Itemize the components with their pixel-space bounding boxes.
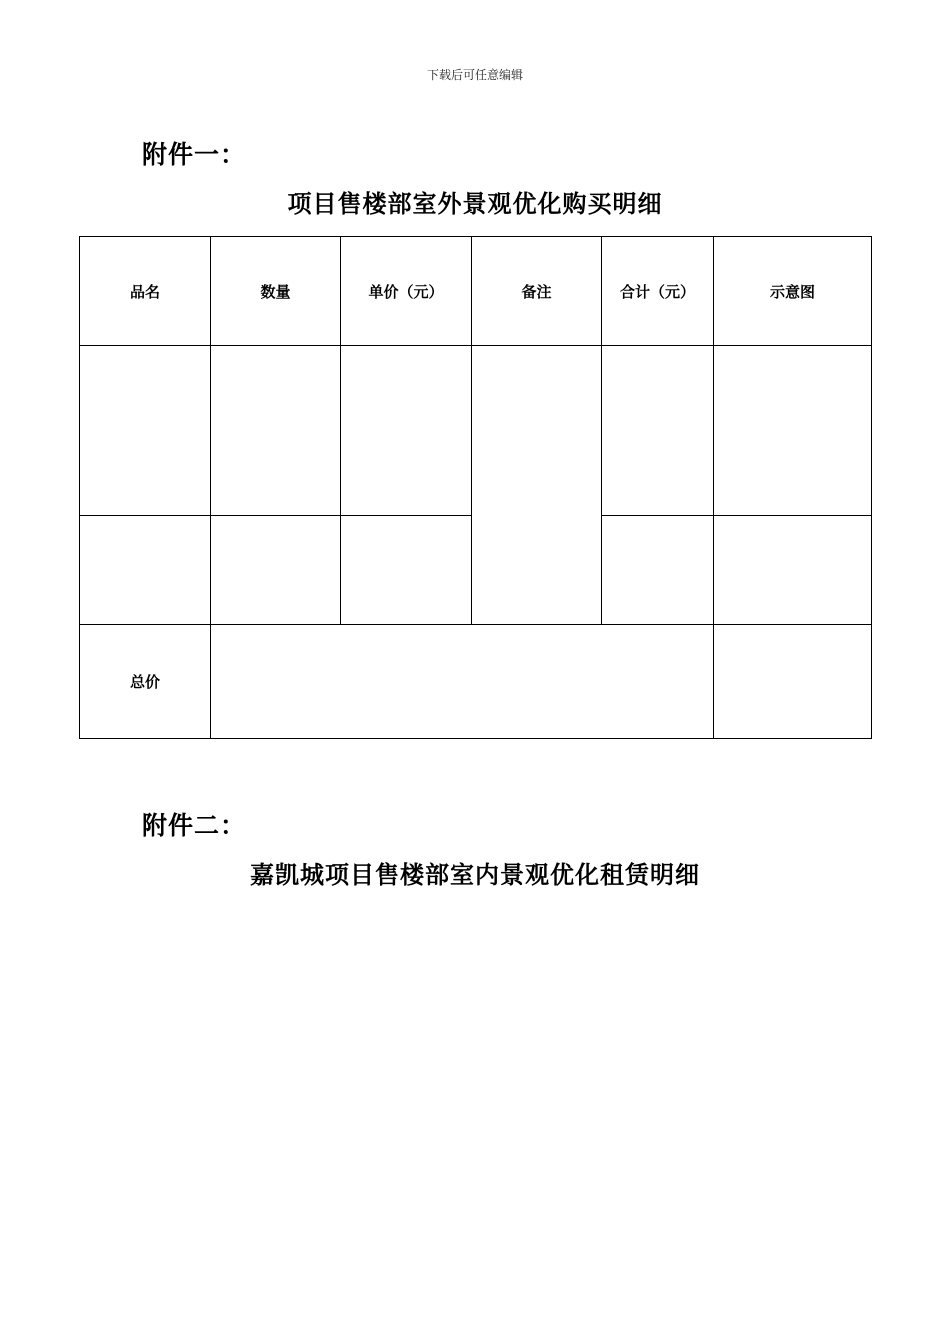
- purchase-table: [79, 236, 872, 739]
- table-row: [80, 346, 872, 516]
- attachment-two-label: 附件二：: [142, 811, 247, 840]
- header-note: 下载后可任意编辑: [426, 68, 523, 82]
- total-label: 总价: [80, 625, 211, 739]
- column-header-subtotal: 合计（元）: [602, 237, 714, 346]
- attachment-one-title: 项目售楼部室外景观优化购买明细: [287, 190, 663, 218]
- cell-diagram: [714, 516, 872, 625]
- table-header-row: [80, 237, 872, 346]
- cell-subtotal: [602, 516, 714, 625]
- cell-remarks: [472, 346, 602, 625]
- column-header-remarks: 备注: [472, 237, 602, 346]
- column-header-diagram: 示意图: [714, 237, 872, 346]
- cell-quantity: [211, 346, 341, 516]
- column-header-quantity: 数量: [211, 237, 341, 346]
- total-extra-cell: [714, 625, 872, 739]
- cell-quantity: [211, 516, 341, 625]
- cell-unit-price: [341, 516, 472, 625]
- cell-item-name: [80, 346, 211, 516]
- attachment-one-label: 附件一：: [142, 140, 247, 169]
- total-value-cell: [211, 625, 714, 739]
- cell-diagram: [714, 346, 872, 516]
- cell-subtotal: [602, 346, 714, 516]
- column-header-item-name: 品名: [80, 237, 211, 346]
- cell-unit-price: [341, 346, 472, 516]
- cell-item-name: [80, 516, 211, 625]
- attachment-two-title: 嘉凯城项目售楼部室内景观优化租赁明细: [250, 861, 700, 889]
- table-total-row: [80, 625, 872, 739]
- column-header-unit-price: 单价（元）: [341, 237, 472, 346]
